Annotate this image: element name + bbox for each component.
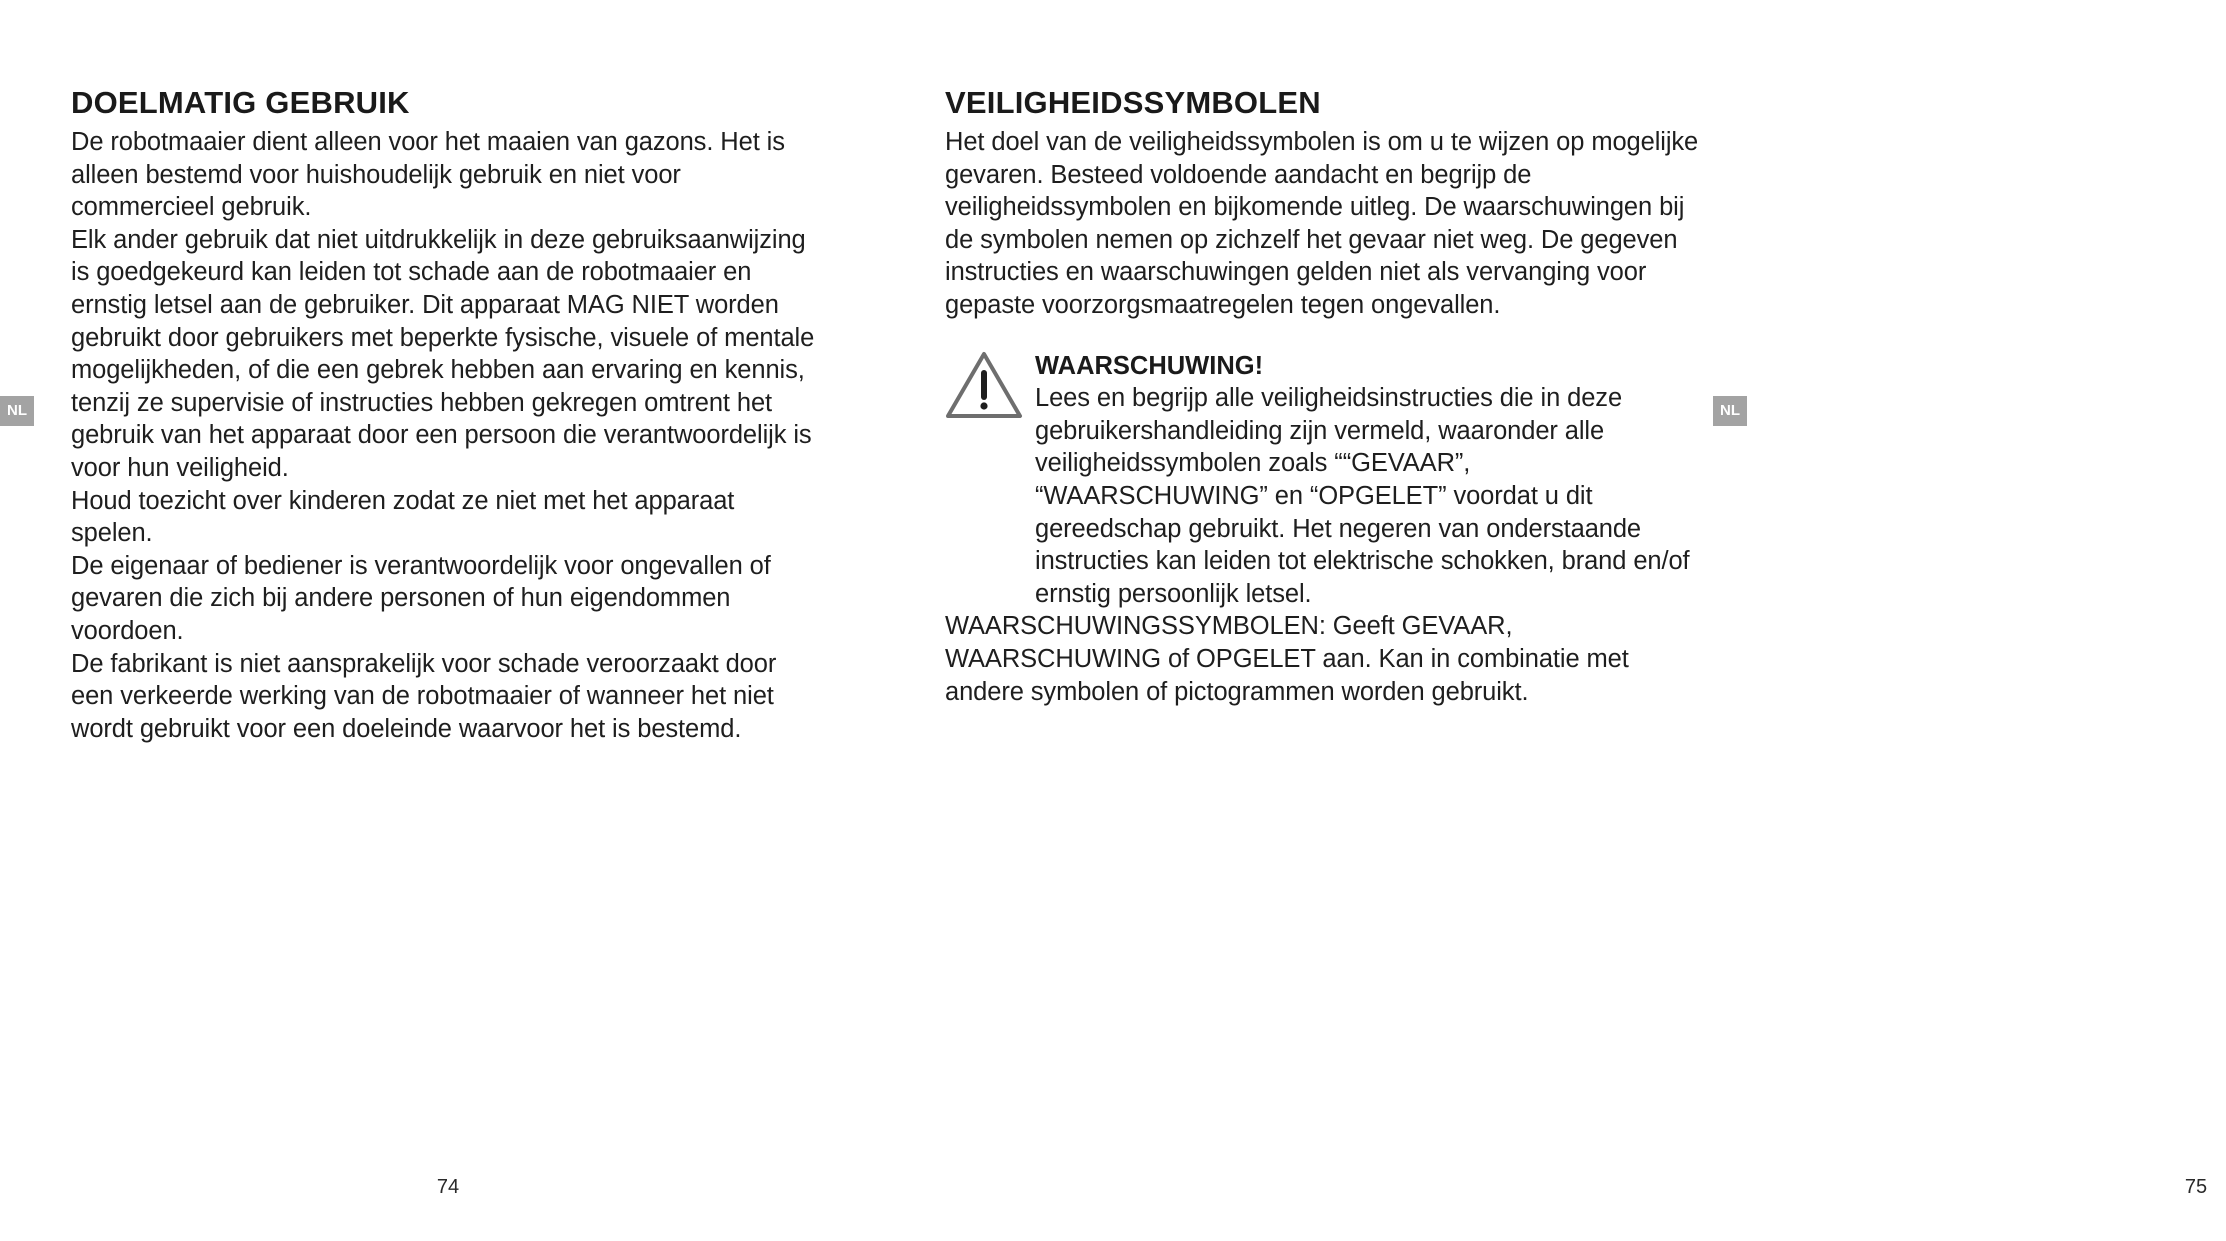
- warning-symbols-paragraph: WAARSCHUWINGSSYMBOLEN: Geeft GEVAAR, WAARSCHUWING of OPGELET aan. Kan in combinatie met andere symbolen of pictogrammen worden gebruikt.: [945, 612, 1629, 706]
- paragraph-2: Elk ander gebruik dat niet uitdrukkelijk in deze gebruiksaanwijzing is goedgekeurd kan leiden tot schade aan de robotmaaier en ernstig letsel aan de gebruiker. Dit apparaat MAG NIET worden gebruikt door gebruikers met beperkte fysische, visuele of mentale mogelijkheden, of die een gebrek hebben aan ervaring en kennis, tenzij ze supervisie of instructies hebben gekregen omtrent het gebruik van het apparaat door een persoon die verantwoordelijk is voor hun veiligheid.: [71, 225, 815, 482]
- left-column: [71, 84, 816, 745]
- heading-veiligheidssymbolen: VEILIGHEIDSSYMBOLEN: [945, 85, 1321, 120]
- right-column: [945, 84, 1705, 708]
- language-tab-left: NL: [0, 396, 34, 426]
- intro-paragraph: Het doel van de veiligheidssymbolen is om u te wijzen op mogelijke gevaren. Besteed voldoende aandacht en begrijp de veiligheidssymbolen en bijkomende uitleg. De waarschuwingen bij de symbolen nemen op zichzelf het gevaar niet weg. De gegeven instructies en waarschuwingen gelden niet als vervanging voor gepaste voorzorgsmaatregelen tegen ongevallen.: [945, 128, 1699, 319]
- left-page: [0, 0, 874, 1241]
- page-number-right: 75: [2184, 1176, 2208, 1198]
- paragraph-5: De fabrikant is niet aansprakelijk voor schade veroorzaakt door een verkeerde werking van de robotmaaier of wanneer het niet wordt gebruikt voor een doeleinde waarvoor het is bestemd.: [71, 649, 777, 743]
- paragraph-1: De robotmaaier dient alleen voor het maaien van gazons. Het is alleen bestemd voor huishoudelijk gebruik en niet voor commercieel gebruik.: [71, 128, 785, 222]
- language-tab-right: NL: [1713, 396, 1747, 426]
- paragraph-4: De eigenaar of bediener is verantwoordelijk voor ongevallen of gevaren die zich bij andere personen of hun eigendommen voordoen.: [71, 551, 771, 645]
- warning-title: WAARSCHUWING!: [1035, 351, 1264, 380]
- warning-text: Lees en begrijp alle veiligheidsinstructies die in deze gebruikershandleiding zijn vermeld, waaronder alle veiligheidssymbolen zoals ““GEVAAR”, “WAARSCHUWING” en “OPGELET” voordat u dit gereedschap gebruikt. Het negeren van onderstaande instructies kan leiden tot elektrische schokken, brand en/of ernstig persoonlijk letsel.: [1035, 384, 1690, 608]
- page-number-left: 74: [436, 1176, 460, 1198]
- right-page: [874, 0, 2208, 1241]
- warning-triangle-icon: [945, 350, 1023, 420]
- heading-doelmatig-gebruik: DOELMATIG GEBRUIK: [71, 85, 410, 120]
- paragraph-3: Houd toezicht over kinderen zodat ze niet met het apparaat spelen.: [71, 486, 735, 548]
- warning-block: [945, 350, 1705, 611]
